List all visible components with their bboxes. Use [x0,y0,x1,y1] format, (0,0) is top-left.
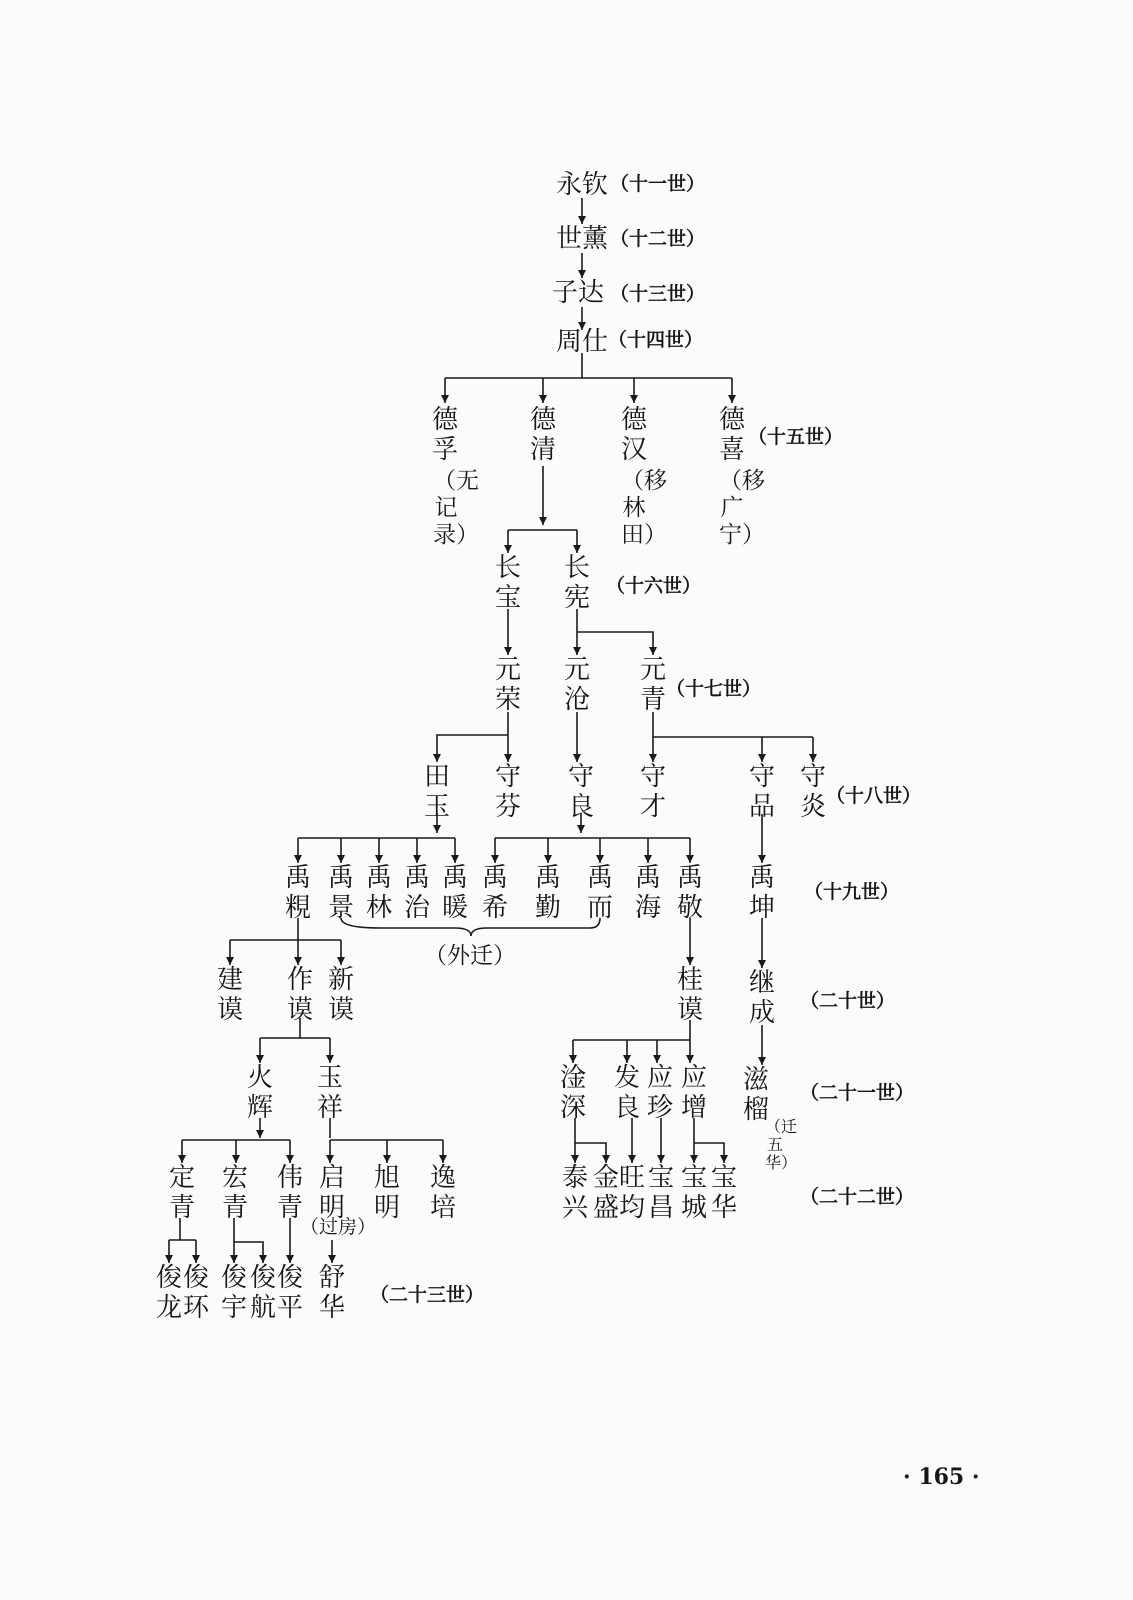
person-yuanrong: 元荣 [494,655,521,715]
person-yuxian: 禹粯 [284,863,311,923]
person-yingzhen: 应珍 [646,1063,673,1123]
person-junlong: 俊龙 [155,1263,182,1323]
note-dexi: （移广宁） [719,468,765,548]
generation-label-11: （十一世） [610,173,706,195]
person-yunuan: 禹暖 [441,863,468,923]
person-huohui: 火辉 [246,1063,273,1123]
note-ziliu: （迁五华） [765,1117,798,1172]
person-changxian: 长宪 [563,553,590,613]
person-yipei: 逸培 [429,1163,456,1223]
person-yingzeng: 应增 [680,1063,707,1123]
generation-label-13: （十三世） [610,283,706,305]
person-shoupin: 守品 [748,762,775,822]
person-changbao: 长宝 [494,553,521,613]
person-yuxi: 禹希 [481,863,508,923]
person-faliang: 发良 [613,1063,640,1123]
person-zhoushi: 周仕 [556,327,609,357]
person-yukun: 禹坤 [748,863,775,923]
person-xinmo: 新谟 [327,965,354,1025]
person-yongqin: 永钦 [556,170,609,200]
person-yuancang: 元沧 [563,655,590,715]
person-baohua: 宝华 [710,1163,737,1223]
person-shouyan: 守炎 [799,762,826,822]
note-dehan: （移林田） [621,468,667,548]
person-deqing: 德清 [529,405,556,465]
person-junyu: 俊宇 [220,1263,247,1323]
person-tianyu: 田玉 [423,762,450,822]
person-qiming: 启明 [318,1163,345,1223]
person-jicheng: 继成 [748,968,775,1028]
generation-label-14: （十四世） [608,329,704,351]
note-waiqian: （外迁） [424,943,516,969]
generation-label-15: （十五世） [748,426,844,448]
generation-label-18: （十八世） [826,785,922,807]
person-jinsheng: 金盛 [592,1163,619,1223]
person-dehan: 德汉 [620,405,647,465]
person-junhang: 俊航 [249,1263,276,1323]
person-baocheng: 宝城 [680,1163,707,1223]
person-dingqing: 定青 [168,1163,195,1223]
person-tushen: 淦深 [559,1063,586,1123]
person-ziliu: 滋榴 [742,1065,769,1125]
person-weiqing: 伟青 [276,1163,303,1223]
note-defu: （无记录） [433,468,479,548]
person-yuanqing: 元青 [639,655,666,715]
person-yuxiang: 玉祥 [316,1063,343,1123]
person-shuhua: 舒华 [318,1263,345,1323]
generation-label-20: （二十世） [800,990,896,1012]
generation-label-17: （十七世） [666,678,762,700]
person-hongqing: 宏青 [221,1163,248,1223]
person-yujing: 禹景 [327,863,354,923]
generation-label-16: （十六世） [606,575,702,597]
person-defu: 德孚 [431,405,458,465]
generation-label-23: （二十三世） [370,1284,485,1306]
generation-label-22: （二十二世） [800,1186,915,1208]
generation-label-21: （二十一世） [800,1082,915,1104]
person-shoucai: 守才 [639,762,666,822]
person-wangjun: 旺均 [618,1163,645,1223]
person-yulin: 禹林 [365,863,392,923]
person-guimo: 桂谟 [676,965,703,1025]
note-qiming: （过房） [300,1216,377,1238]
person-taixing: 泰兴 [561,1163,588,1223]
person-yujing2: 禹敬 [676,863,703,923]
person-yuqin: 禹勤 [534,863,561,923]
person-yuer: 禹而 [586,863,613,923]
person-zida: 子达 [552,278,605,308]
person-junhuan: 俊环 [182,1263,209,1323]
person-dexi: 德喜 [718,405,745,465]
person-shixun: 世薰 [556,224,609,254]
person-yuzhi: 禹治 [403,863,430,923]
person-yuhai: 禹海 [634,863,661,923]
person-junping: 俊平 [276,1263,303,1323]
person-shouliang: 守良 [567,762,594,822]
person-jianmo: 建谟 [216,965,243,1025]
generation-label-19: （十九世） [804,881,900,903]
person-zuomo: 作谟 [286,965,313,1025]
person-xuming: 旭明 [373,1163,400,1223]
person-shoufen: 守芬 [494,762,521,822]
person-baochang: 宝昌 [647,1163,674,1223]
page-number: · 165 · [903,1464,980,1490]
generation-label-12: （十二世） [610,228,706,250]
